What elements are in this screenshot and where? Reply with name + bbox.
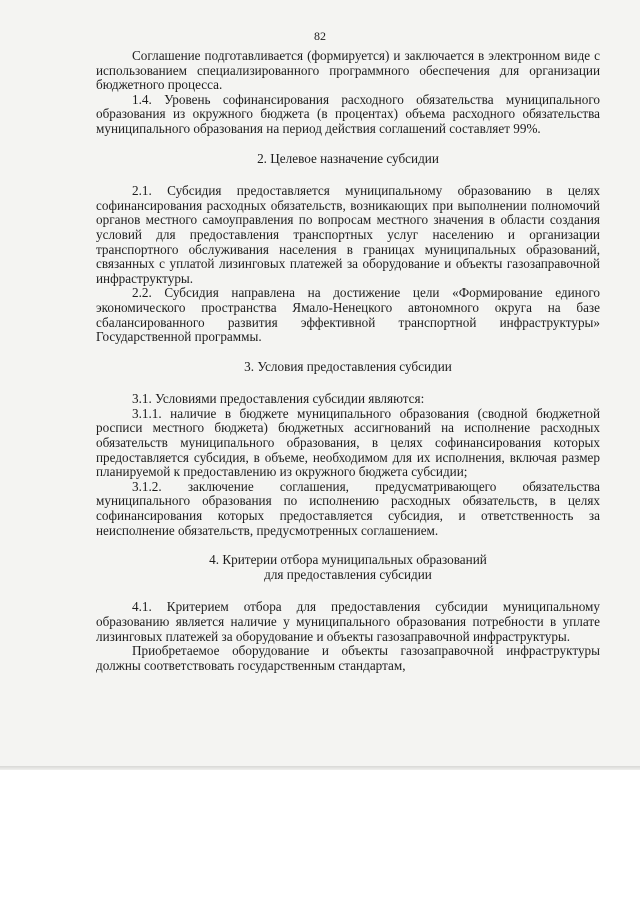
page-number: 82 bbox=[314, 29, 326, 43]
section-2-heading: 2. Целевое назначение субсидии bbox=[257, 150, 439, 166]
paragraph-1-4: 1.4. Уровень софинансирования расходного обязательства муниципального образования из окружного бюджета (в процентах) объема расходного обязательства муниципального образования на период действия соглашений составляет 99%. bbox=[96, 91, 600, 136]
section-4-heading-line1: 4. Критерии отбора муниципальных образований bbox=[209, 552, 487, 568]
section-3-heading: 3. Условия предоставления субсидии bbox=[244, 358, 452, 374]
paragraph-3-1-2: 3.1.2. заключение соглашения, предусматривающего обязательства муниципального образования по исполнению расходных обязательств, в целях софинансирования которых предоставляется субсидия, и ответственность за неисполнение обязательств, предусмотренных соглашением. bbox=[96, 478, 600, 538]
paragraph-equipment-standards: Приобретаемое оборудование и объекты газозаправочной инфраструктуры должны соответствовать государственным стандартам, bbox=[96, 643, 600, 673]
paragraph-2-2: 2.2. Субсидия направлена на достижение цели «Формирование единого экономического пространства Ямало-Ненецкого автономного округа на базе сбалансированного развития эффективной транспортной инфраструктуры» Государственной программы. bbox=[96, 285, 600, 345]
section-4-heading-line2: для предоставления субсидии bbox=[264, 566, 432, 582]
paragraph-3-1-1: 3.1.1. наличие в бюджете муниципального образования (сводной бюджетной росписи местного бюджета) бюджетных ассигнований на исполнение расходных обязательств муниципального образования, в целях софинансирования которых предоставляется субсидия, в объеме, необходимом для их исполнения, включая размер планируемой к предоставлению из окружного бюджета субсидии; bbox=[96, 405, 600, 480]
paragraph-2-1: 2.1. Субсидия предоставляется муниципальному образованию в целях софинансирования расходных обязательств, возникающих при выполнении полномочий органов местного самоуправления по вопросам местного значения в области создания условий для предоставления транспортных услуг населению и организации транспортного обслуживания населения в границах муниципальных образований, связанных с уплатой лизинговых платежей за оборудование и объекты газозаправочной инфраструктуры. bbox=[96, 183, 600, 286]
paragraph-3-1: 3.1. Условиями предоставления субсидии являются: bbox=[132, 391, 425, 407]
document-body bbox=[96, 49, 600, 673]
paragraph-agreement-format: Соглашение подготавливается (формируется) и заключается в электронном виде с использованием специализированного программного обеспечения для организации бюджетного процесса. bbox=[96, 48, 600, 93]
paragraph-4-1: 4.1. Критерием отбора для предоставления субсидии муниципальному образованию является наличие у муниципального образования потребности в уплате лизинговых платежей за оборудование и объекты газозаправочной инфраструктуры. bbox=[96, 599, 600, 644]
scan-edge bbox=[0, 766, 640, 770]
section-4-heading bbox=[96, 553, 600, 582]
